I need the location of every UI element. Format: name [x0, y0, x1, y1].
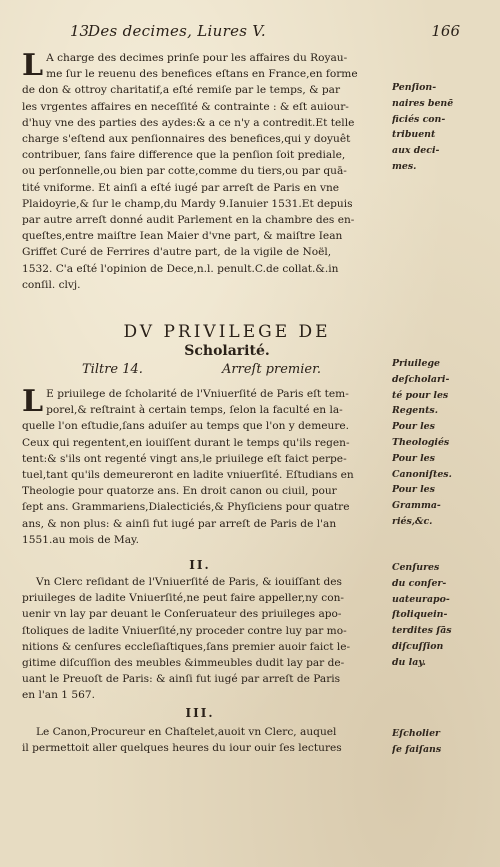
text-line: tuel,tant qu'ils demeureront en ladite vniuerſité. Eſtudians en [22, 469, 354, 482]
text-line: quelle l'on eſtudie,ſans aduiſer au temps que l'on y demeure. [22, 420, 350, 433]
paragraph-canon [22, 724, 388, 756]
text-line: charge s'eſtend aux penſionnaires des benefices,qui y doyuêt [22, 133, 351, 146]
margin-line: uateurapo- [392, 593, 450, 605]
paragraph-privilege [22, 386, 388, 548]
folio-right: 166 [431, 22, 460, 40]
margin-line: té pour les [392, 389, 449, 401]
text-line: ſept ans. Grammariens,Dialecticiés,& Phyſiciens pour quatre [22, 501, 350, 514]
margin-line: Gramma- [392, 500, 441, 512]
text-line: A charge des decimes prinſe pour les affaires du Royau- [46, 52, 348, 64]
text-line: priuileges de ladite Vniuerſité,ne peut faire appeller,ny con- [22, 592, 344, 605]
margin-line: Cenſures [392, 562, 440, 573]
margin-line: Canoniſtes. [392, 468, 452, 480]
margin-line: Eſcholier [392, 728, 440, 739]
tiltre-label: Tiltre 14. [82, 362, 143, 377]
margin-note-privilege [392, 356, 482, 530]
text-line: queſtes,entre maiſtre Iean Maier d'vne part, & maiſtre Iean [22, 230, 343, 243]
margin-line: Penſion- [392, 82, 437, 93]
running-title: Des decimes, Liures V. [88, 22, 266, 40]
text-line: les vrgentes affaires en neceſſité & contrainte : & eſt auiour- [22, 100, 349, 113]
margin-line: Theologiés [392, 436, 450, 448]
margin-line: ficiés con- [392, 113, 446, 125]
paragraph-clerc [22, 574, 388, 704]
text-line: Ceux qui regentent,en iouiſſent durant le temps qu'ils regen- [22, 436, 350, 449]
margin-line: tribuent [392, 129, 436, 141]
text-line: Theologie pour quatorze ans. En droit canon ou ciuil, pour [22, 485, 337, 498]
margin-line: du lay. [392, 656, 426, 668]
text-line: contribuer, ſans faire difference que la penſion ſoit prediale, [22, 149, 346, 162]
margin-note-escholier [392, 726, 482, 758]
text-line: ou perſonnelle,ou bien par cotte,comme du tiers,ou par quā- [22, 165, 347, 178]
folio-left: 13 [70, 22, 90, 40]
text-line: me ſur le reuenu des benefices eſtans en France,en forme [46, 68, 358, 81]
margin-line: riés,&c. [392, 515, 433, 527]
margin-line: ſe faiſans [392, 743, 442, 755]
text-line: de don & ottroy charitatif,a eſté remiſe par le temps, & par [22, 84, 341, 97]
margin-note-pensionnaires [392, 80, 482, 175]
margin-note-censures [392, 560, 482, 671]
text-line: Plaidoyrie,& ſur le champ,du Mardy 9.Ianuier 1531.Et depuis [22, 197, 353, 210]
margin-line: du conſer- [392, 577, 447, 589]
article-number-ii: II. [189, 558, 211, 572]
margin-line: Regents. [392, 405, 438, 417]
arrest-label: Arreſt premier. [222, 362, 322, 377]
text-line: ſtoliques de ladite Vniuerſité,ny proceder contre luy par mo- [22, 624, 347, 637]
title-number-row [82, 362, 382, 382]
drop-cap: L [22, 48, 44, 83]
text-line: nitions & cenſures eccleſiaſtiques,ſans premier auoir faict le- [22, 640, 351, 653]
text-line: en l'an 1 567. [22, 689, 95, 702]
article-number-iii: III. [185, 706, 215, 720]
text-line: E priuilege de ſcholarité de l'Vniuerſité de Paris eſt tem- [46, 388, 349, 400]
margin-line: Priuilege [392, 358, 440, 369]
text-line: d'huy vne des parties des aydes:& a ce n'y a contredit.Et telle [22, 116, 355, 129]
text-line: 1551.au mois de May. [22, 533, 139, 546]
margin-line: aux deci- [392, 145, 440, 157]
paragraph-decimes [22, 50, 388, 293]
margin-line: deſcholari- [392, 373, 450, 385]
text-line: uant le Preuoſt de Paris: & ainſi fut iugé par arreſt de Paris [22, 673, 341, 686]
text-line: porel,& reſtraint à certain temps, ſelon la faculté en la- [46, 404, 343, 417]
page-header [70, 22, 460, 42]
margin-line: Pour les [392, 484, 435, 496]
text-line: Le Canon,Procureur en Chaſtelet,auoit vn Clerc, auquel [36, 726, 337, 738]
text-line: Griffet Curé de Ferrires d'autre part, de la vigile de Noël, [22, 246, 332, 259]
margin-line: Pour les [392, 421, 435, 433]
section-subtitle: Scholarité. [184, 343, 270, 359]
text-line: ans, & non plus: & ainſi fut iugé par arreſt de Paris de l'an [22, 517, 337, 530]
margin-line: diſcuſſion [392, 640, 444, 652]
text-line: Vn Clerc reſidant de l'Vniuerſité de Paris, & iouiſſant des [36, 576, 342, 588]
margin-line: Pour les [392, 452, 435, 464]
margin-line: mes. [392, 160, 417, 172]
margin-line: ſtoliquein- [392, 609, 448, 621]
section-title: DV PRIVILEGE DE [123, 322, 331, 342]
text-line: conſil. clvj. [22, 278, 81, 291]
text-line: par autre arreſt donné audit Parlement en la chambre des en- [22, 214, 355, 227]
text-line: uenir vn lay par deuant le Conſeruateur des priuileges apo- [22, 608, 342, 621]
text-line: 1532. C'a eſté l'opinion de Dece,n.l. penult.C.de collat.&.in [22, 262, 339, 275]
text-line: tité vniforme. Et ainſi a eſté iugé par arreſt de Paris en vne [22, 181, 340, 194]
drop-cap: L [22, 384, 44, 419]
text-line: il permettoit aller quelques heures du iour ouir ſes lectures [22, 742, 342, 755]
margin-line: terdites ſās [392, 625, 452, 637]
margin-line: naires benē [392, 97, 454, 109]
text-line: gitime diſcuſſion des meubles &immeubles dudit lay par de- [22, 657, 345, 670]
text-line: tent:& s'ils ont regenté vingt ans,le priuilege eſt faict perpe- [22, 452, 347, 465]
